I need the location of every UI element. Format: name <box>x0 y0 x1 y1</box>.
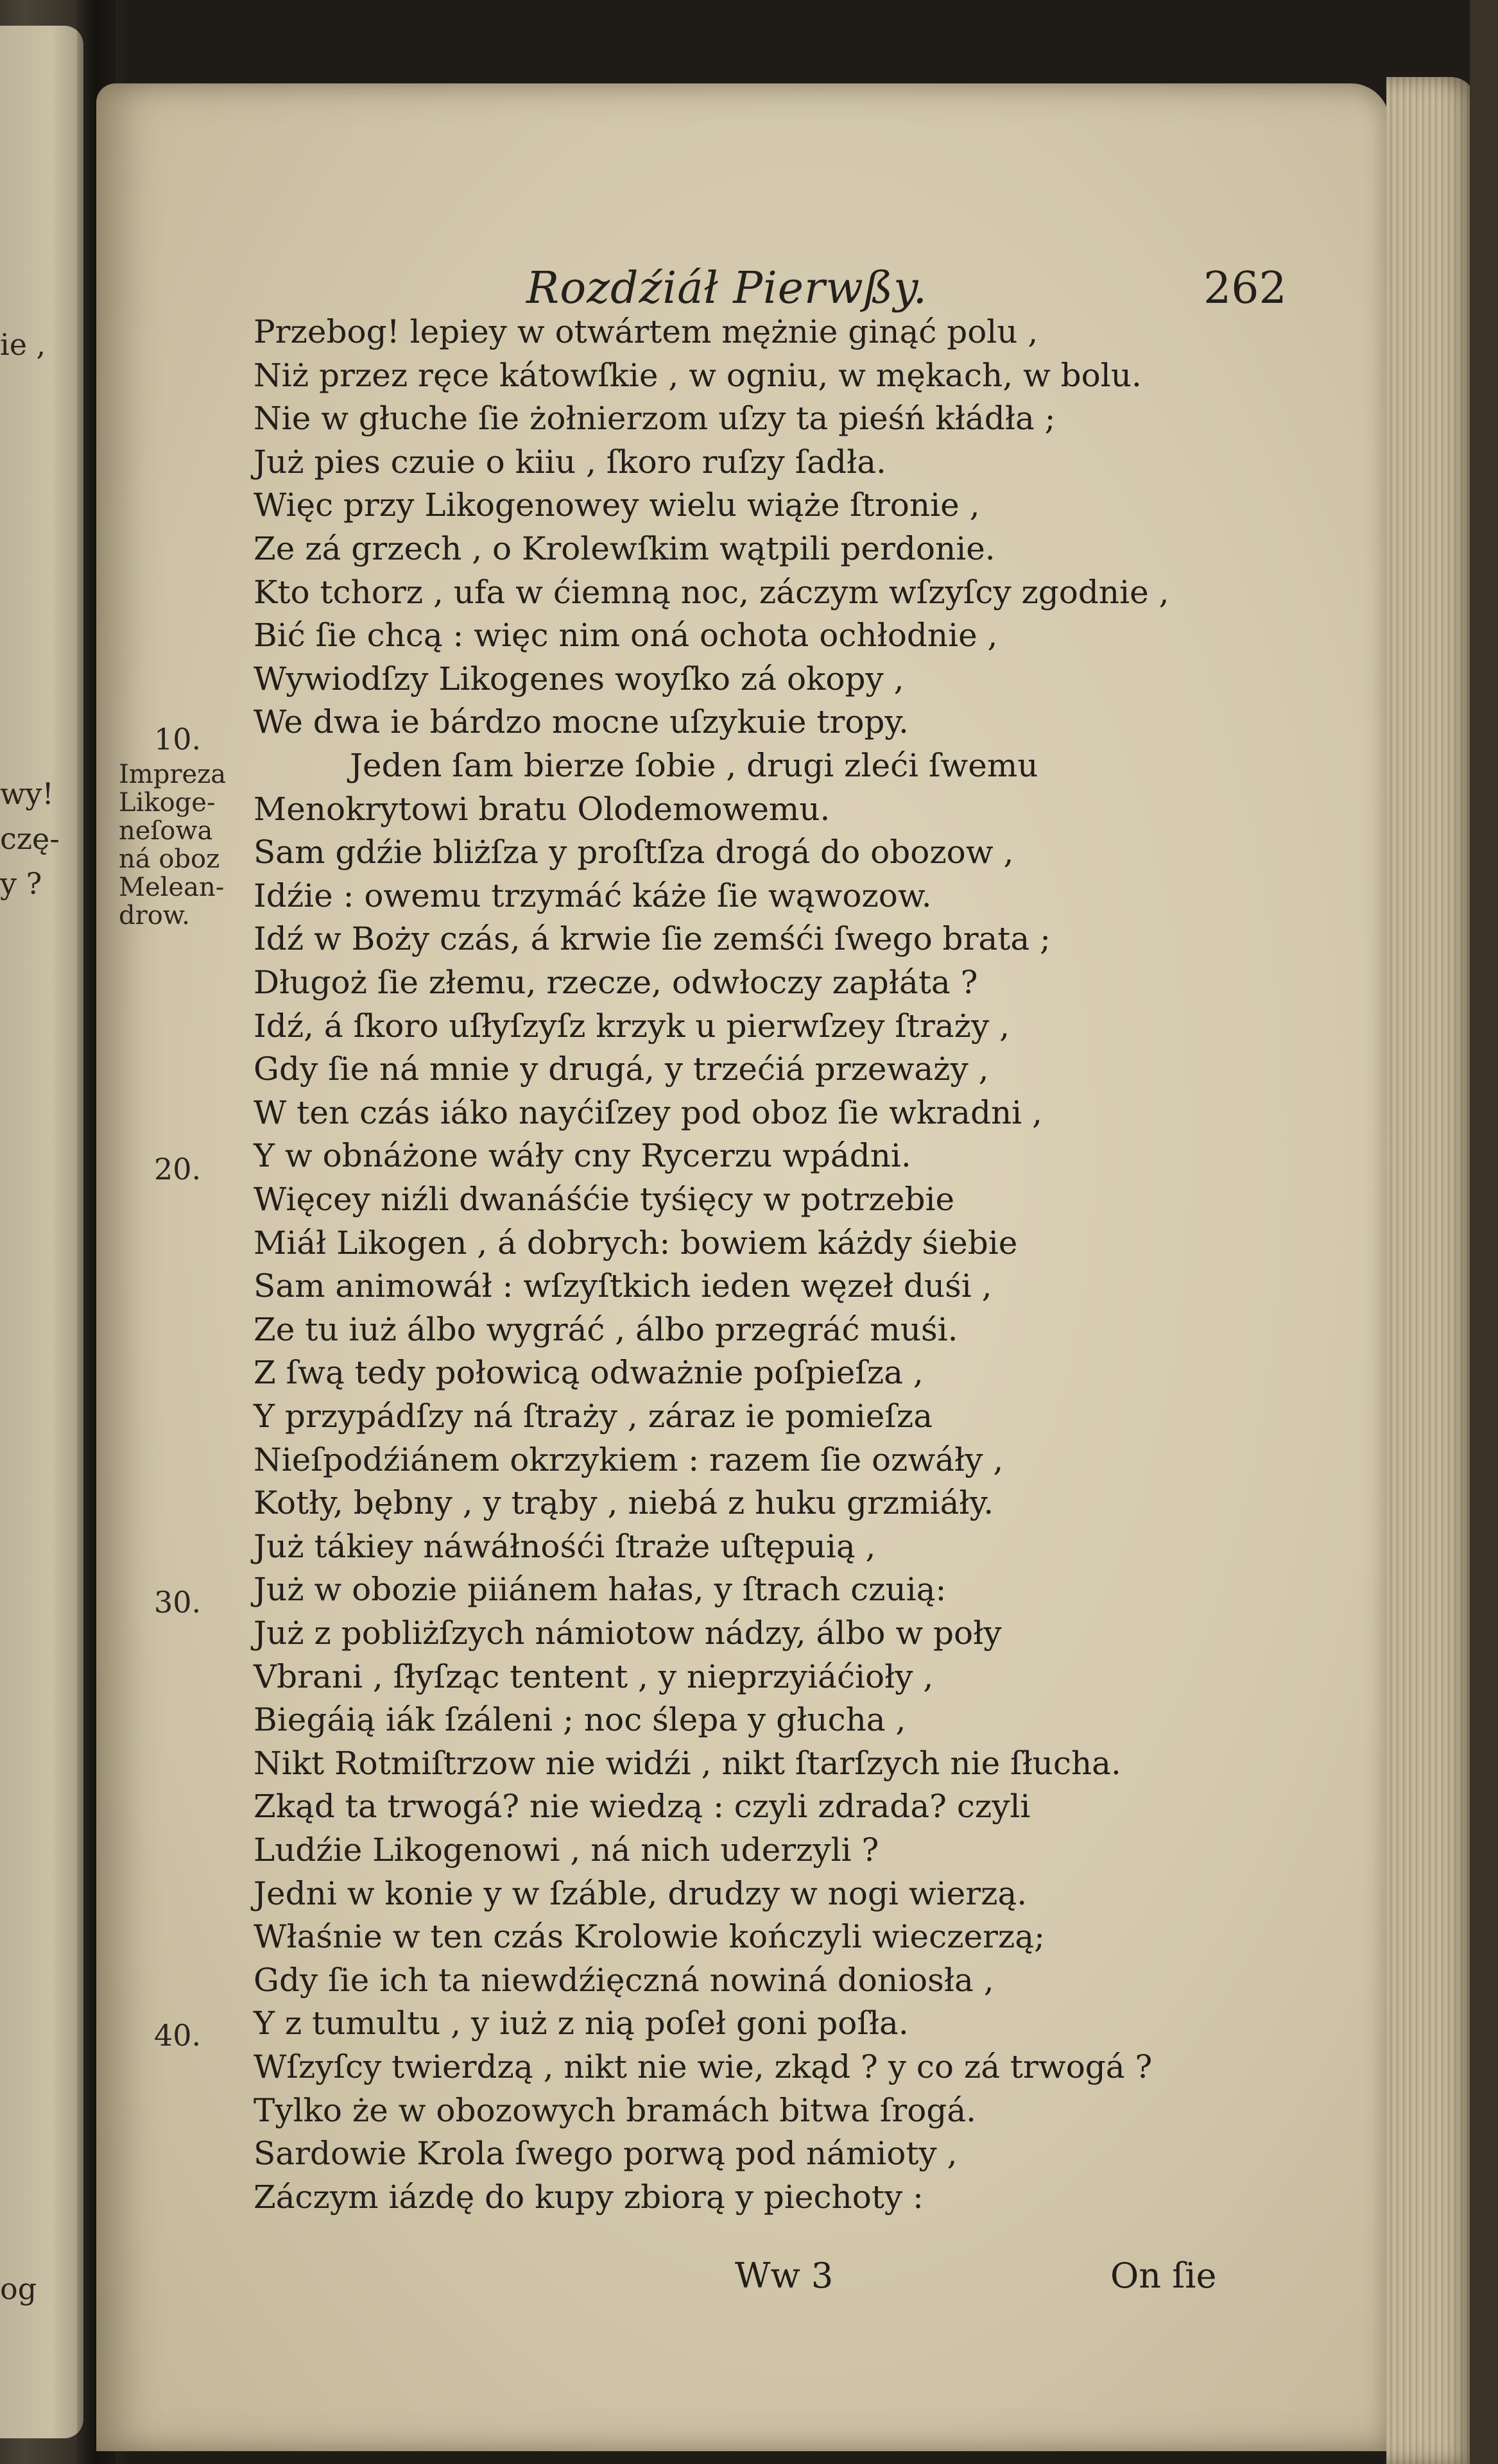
verse-line: Idź, á ſkoro uſłyſzyſz krzyk u pierwſzey ſtraży , <box>254 1007 1010 1045</box>
verse-line: Záczym iázdę do kupy zbiorą y piechoty : <box>254 2178 924 2216</box>
verse-line: Nikt Rotmiſtrzow nie widźi , nikt ſtarſzych nie ſłucha. <box>254 1745 1121 1782</box>
catchword: On ſie <box>1110 2255 1217 2296</box>
verse-line: Kotły, bębny , y trąby , niebá z huku grzmiáły. <box>254 1484 994 1521</box>
marginal-note <box>119 760 226 930</box>
verse-line: Ze zá grzech , o Krolewſkim wątpili perdonie. <box>254 530 995 567</box>
verse-line: Tylko że w obozowych bramách bitwa ſrogá. <box>254 2092 977 2129</box>
verse-line: W ten czás iáko nayćiſzey pod oboz ſie wkradni , <box>254 1094 1042 1131</box>
verse-line: Już tákiey náwáłnośći ſtraże uſtępuią , <box>254 1528 876 1565</box>
page-stack-edge <box>1386 77 1476 2464</box>
book-cover-edge <box>1470 0 1498 2464</box>
left-page-fragment: y ? <box>0 866 42 901</box>
verse-line: Y w obnáżone wáły cny Rycerzu wpádni. <box>254 1137 911 1174</box>
verse-line: Sam gdźie bliżſza y proſtſza drogá do obozow , <box>254 834 1014 871</box>
left-facing-page <box>0 26 83 2438</box>
verse-line: Y przypádſzy ná ſtraży , záraz ie pomieſza <box>254 1398 933 1435</box>
verse-line: Jedni w konie y w ſzáble, drudzy w nogi wierzą. <box>254 1875 1028 1912</box>
verse-line: Sardowie Krola ſwego porwą pod námioty , <box>254 2135 958 2172</box>
verse-line: Miáł Likogen , á dobrych: bowiem káżdy śiebie <box>254 1224 1018 1262</box>
marginal-note-line: ná oboz <box>119 844 220 874</box>
marginal-note-line: Impreza <box>119 760 227 789</box>
running-title: Rozdźiáł Pierwßy. <box>526 263 928 314</box>
marginal-note-line: Melean- <box>119 873 225 902</box>
line-number: 40. <box>154 2018 202 2053</box>
verse-line: Niż przez ręce kátowſkie , w ogniu, w mękach, w bolu. <box>254 357 1142 394</box>
verse-line: Z ſwą tedy połowicą odważnie poſpieſza , <box>254 1354 924 1391</box>
line-number: 10. <box>154 722 202 757</box>
signature-mark: Ww 3 <box>735 2255 834 2296</box>
verse-line: Jeden ſam bierze ſobie , drugi zleći ſwemu <box>350 747 1038 784</box>
verse-line: Wſzyſcy twierdzą , nikt nie wie, zkąd ? y co zá trwogá ? <box>254 2048 1153 2085</box>
marginal-note-line: drow. <box>119 901 191 930</box>
verse-line: Bić ſie chcą : więc nim oná ochota ochłodnie , <box>254 617 998 654</box>
page-number: 262 <box>1203 263 1287 314</box>
verse-line: Już z pobliżſzych námiotow nádzy, álbo w poły <box>254 1614 1002 1652</box>
left-page-fragment: czę- <box>0 821 60 856</box>
verse-line: Vbrani , ſłyſząc tentent , y nieprzyiáćioły , <box>254 1658 934 1695</box>
verse-line: Y z tumultu , y iuż z nią poſeł goni poſła. <box>254 2005 909 2042</box>
verse-line: Zkąd ta trwogá? nie wiedzą : czyli zdrada? czyli <box>254 1788 1031 1825</box>
verse-line: Więcey niźli dwanáśćie tyśięcy w potrzebie <box>254 1181 955 1218</box>
verse-line: Menokrytowi bratu Olodemowemu. <box>254 791 831 828</box>
verse-line: Gdy ſie ná mnie y drugá, y trzećiá przeważy , <box>254 1050 989 1088</box>
verse-line: Już w obozie piiánem hałas, y ſtrach czuią: <box>254 1571 947 1608</box>
verse-line: Ze tu iuż álbo wygráć , álbo przegráć muśi. <box>254 1311 958 1348</box>
verse-line: Biegáią iák ſzáleni ; noc ślepa y głucha , <box>254 1701 906 1738</box>
verse-line: Idź w Boży czás, á krwie ſie zemśći ſwego brata ; <box>254 920 1051 957</box>
verse-line: Więc przy Likogenowey wielu wiąże ſtronie , <box>254 486 980 524</box>
verse-line: Gdy ſie ich ta niewdźięczná nowiná doniosła , <box>254 1962 994 1999</box>
left-page-fragment: wy! <box>0 776 54 811</box>
verse-line: Sam animowáł : wſzyſtkich ieden węzeł duśi , <box>254 1267 992 1305</box>
verse-line: Nie w głuche ſie żołnierzom uſzy ta pieśń kłádła ; <box>254 400 1056 437</box>
verse-line: Już pies czuie o kiiu , ſkoro ruſzy ſadła. <box>254 443 886 481</box>
verse-line: Przebog! lepiey w otwártem mężnie ginąć polu , <box>254 313 1038 350</box>
verse-line: Właśnie w ten czás Krolowie kończyli wieczerzą; <box>254 1918 1045 1955</box>
verse-line: Nieſpodźiánem okrzykiem : razem ſie ozwáły , <box>254 1441 1004 1478</box>
verse-line: Długoż ſie złemu, rzecze, odwłoczy zapłáta ? <box>254 964 978 1001</box>
verse-line: Idźie : owemu trzymáć káże ſie wąwozow. <box>254 877 932 914</box>
verse-line: We dwa ie bárdzo mocne uſzykuie tropy. <box>254 703 909 740</box>
verse-line: Ludźie Likogenowi , ná nich uderzyli ? <box>254 1831 879 1869</box>
verse-line: Kto tchorz , ufa w ćiemną noc, záczym wſzyſcy zgodnie , <box>254 574 1169 611</box>
marginal-note-line: Likoge- <box>119 788 216 817</box>
left-page-fragment: og <box>0 2272 37 2306</box>
verse-line: Wywiodſzy Likogenes woyſko zá okopy , <box>254 660 904 697</box>
marginal-note-line: neſowa <box>119 816 213 846</box>
left-page-fragment: ie , <box>0 327 46 362</box>
line-number: 30. <box>154 1585 202 1620</box>
line-number: 20. <box>154 1152 202 1186</box>
